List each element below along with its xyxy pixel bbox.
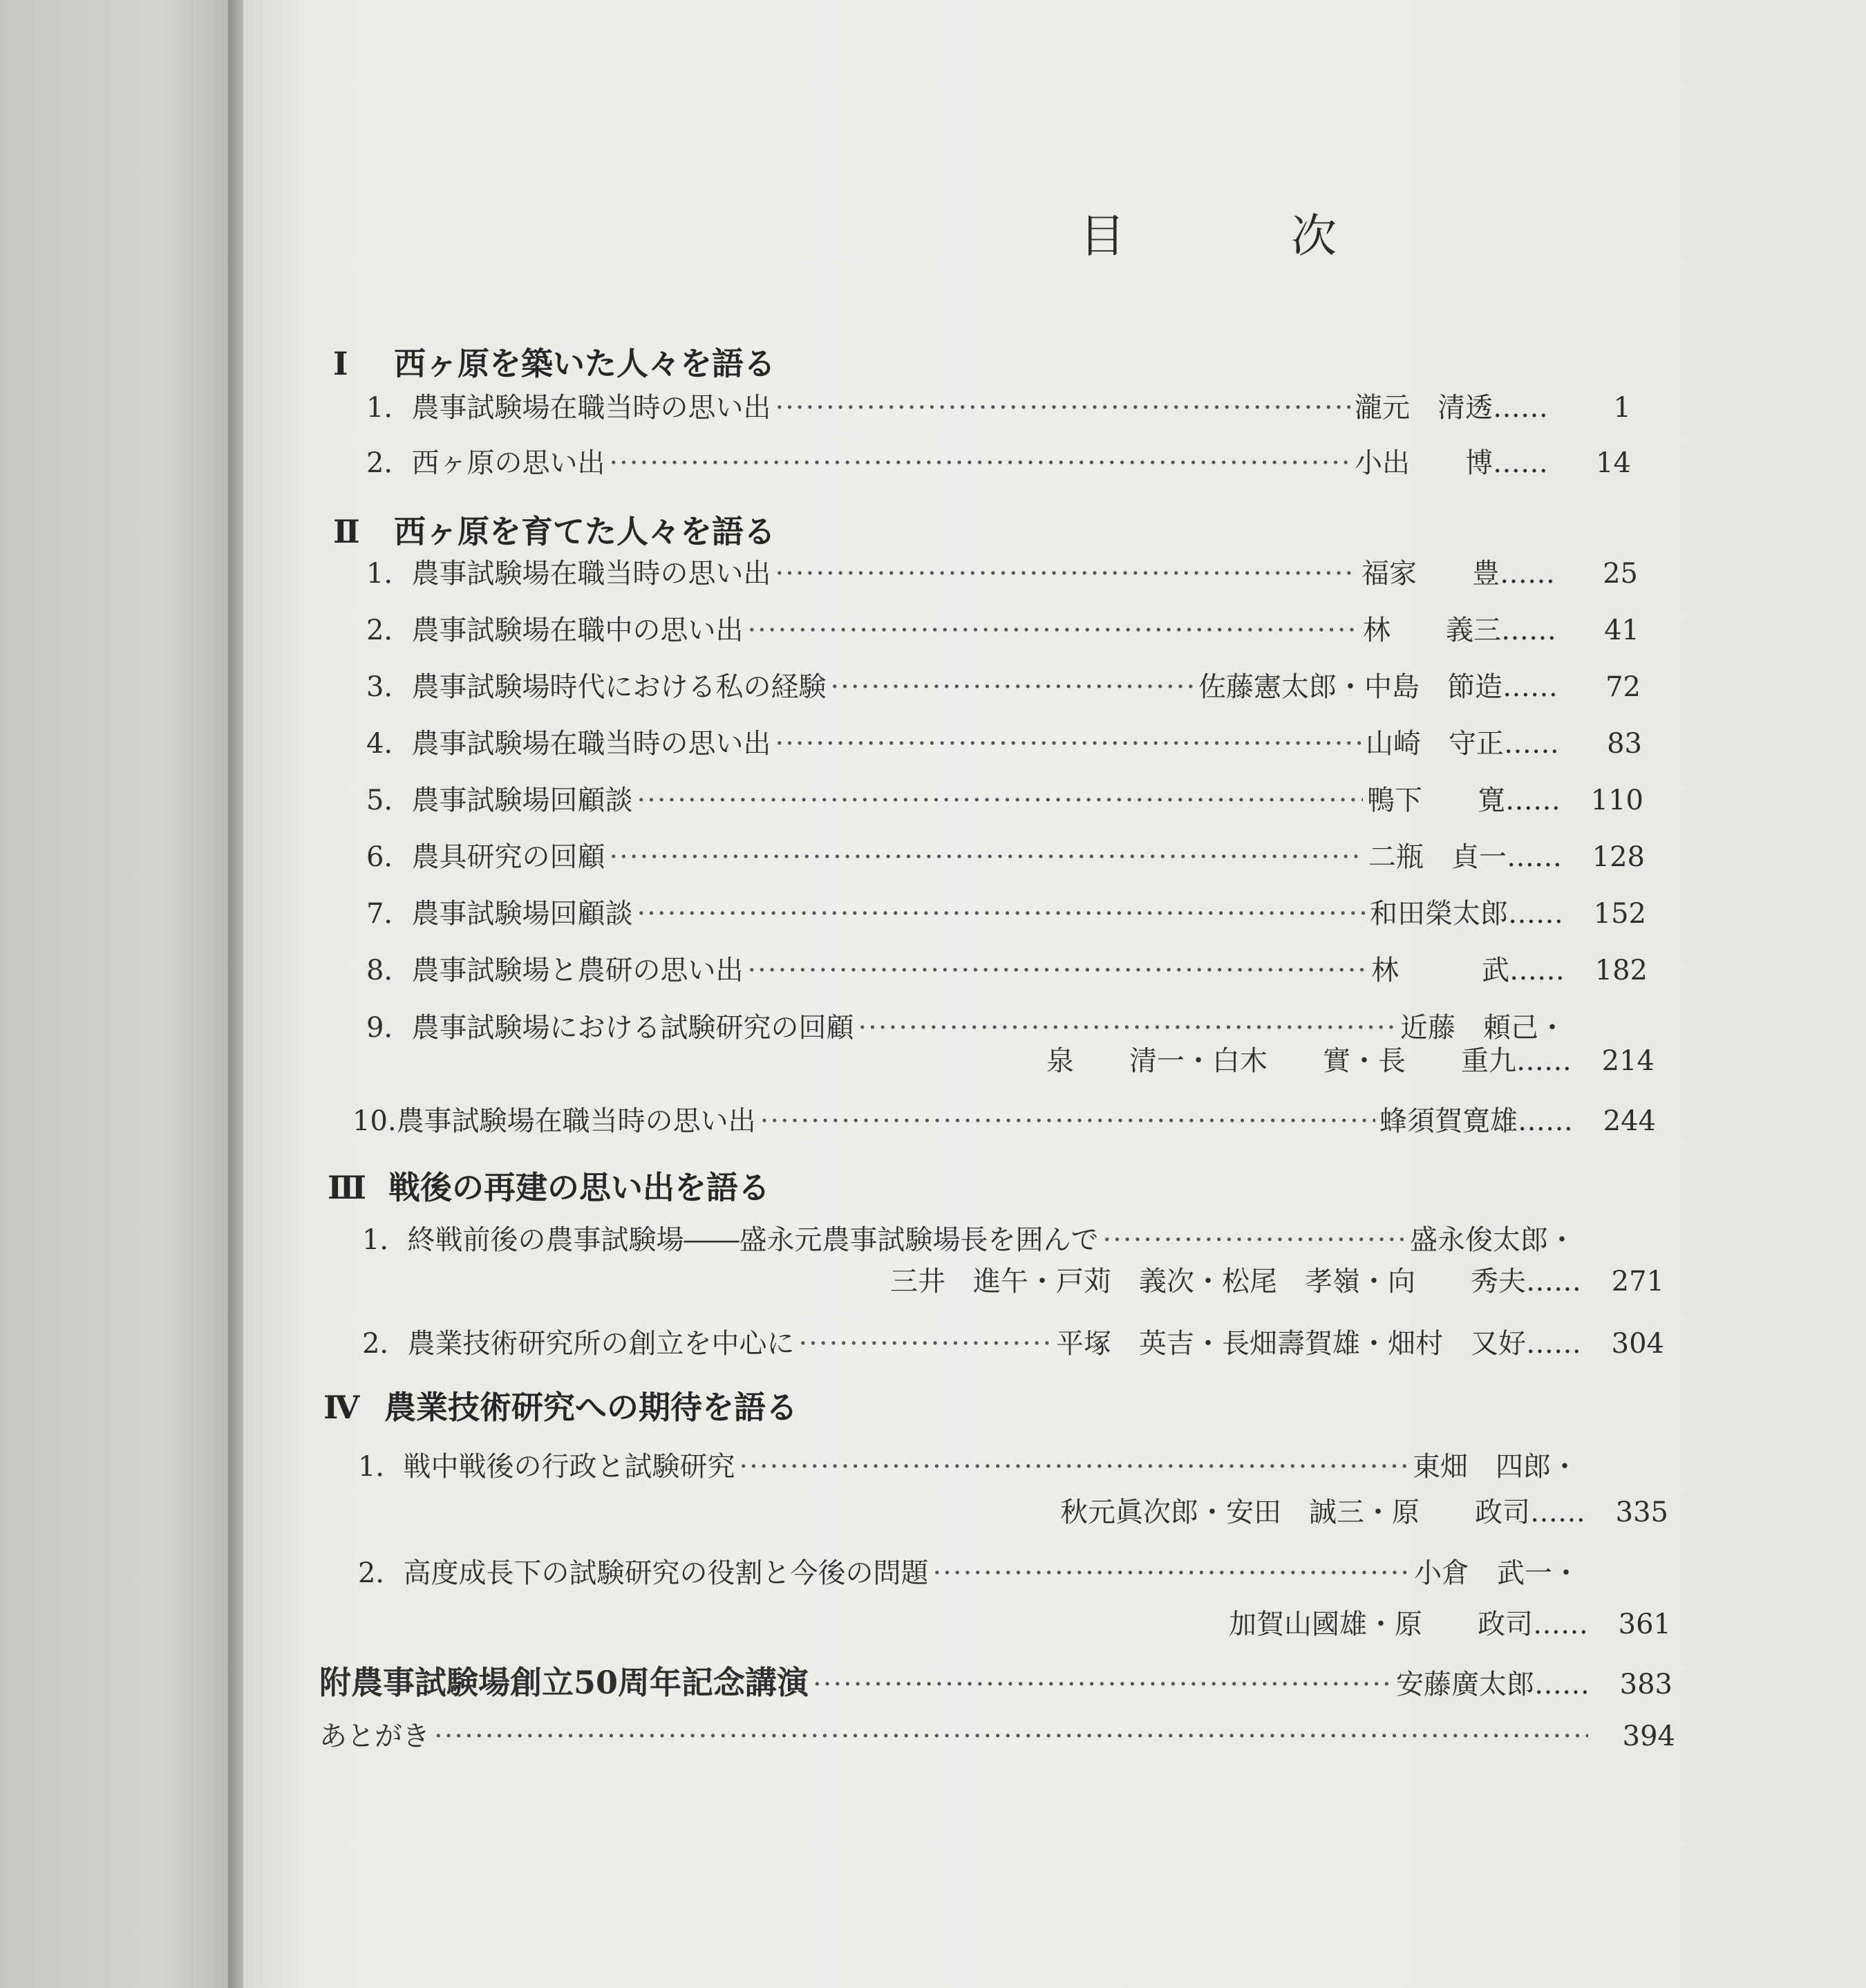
toc-entry-2-8[interactable]: 8． 農事試験場と農研の思い出 ····· 林 武…… 182	[366, 948, 1648, 988]
toc-entry-3-1-continuation: 三井 進午・戸苅 義次・松尾 孝嶺・向 秀夫…… 271	[890, 1266, 1664, 1297]
toc-entry-2-4[interactable]: 4． 農事試験場在職当時の思い出 ····· 山崎 守正…… 83	[366, 722, 1642, 761]
section-2-heading: Ⅱ 西ヶ原を育てた人々を語る	[333, 513, 775, 550]
section-3-heading: Ⅲ 戦後の再建の思い出を語る	[328, 1169, 770, 1206]
leader-dots	[747, 955, 1367, 986]
book-gutter	[228, 0, 243, 1988]
toc-entry-2-7[interactable]: 7． 農事試験場回顧談 ····· 和田榮太郎…… 152	[366, 892, 1646, 931]
toc-heading-char-2: 次	[1291, 209, 1337, 263]
leader-dots	[760, 1105, 1375, 1137]
toc-heading	[1080, 199, 1337, 265]
page-number: 304	[1611, 1328, 1664, 1360]
leader-dots	[798, 1328, 1052, 1360]
toc-appendix[interactable]: 附 農事試験場創立50周年記念講演 ····· 安藤廣太郎…… 383	[319, 1658, 1672, 1703]
page-number: 72	[1605, 671, 1641, 703]
leader-dots	[775, 558, 1357, 590]
leader-dots	[830, 671, 1194, 703]
section-1-heading: Ⅰ 西ヶ原を築いた人々を語る	[333, 345, 775, 382]
page-number: 152	[1593, 898, 1646, 930]
leader-dots	[775, 392, 1350, 424]
page-number: 244	[1603, 1105, 1656, 1137]
toc-entry-3-1[interactable]: 1． 終戦前後の農事試験場――盛永元農事試験場長を囲んで ····· 盛永俊太郎・	[362, 1218, 1659, 1257]
leader-dots	[775, 728, 1361, 760]
leader-dots	[747, 615, 1359, 646]
leader-dots	[932, 1557, 1410, 1589]
page-number: 128	[1592, 841, 1645, 873]
leader-dots	[813, 1669, 1392, 1700]
toc-entry-4-2-continuation: 加賀山國雄・原 政司…… 361	[1229, 1609, 1671, 1640]
leader-dots	[609, 447, 1350, 479]
page-number: 1	[1613, 392, 1631, 424]
leader-dots	[637, 785, 1363, 816]
page-number: 383	[1619, 1669, 1672, 1700]
page-number: 271	[1611, 1266, 1664, 1297]
page-number: 25	[1603, 558, 1638, 590]
page-number: 41	[1604, 615, 1639, 646]
toc-entry-2-2[interactable]: 2． 農事試験場在職中の思い出 ····· 林 義三…… 41	[366, 608, 1639, 648]
leader-dots	[637, 898, 1366, 930]
page-number: 335	[1615, 1497, 1668, 1528]
page-number: 361	[1618, 1609, 1671, 1640]
toc-entry-2-1[interactable]: 1． 農事試験場在職当時の思い出 ····· 福家 豊…… 25	[366, 552, 1638, 591]
page-number: 394	[1622, 1720, 1675, 1752]
page-number: 14	[1596, 447, 1631, 479]
toc-entry-2-9[interactable]: 9． 農事試験場における試験研究の回顧 ····· 近藤 頼己・	[366, 1006, 1649, 1045]
toc-entry-4-1-continuation: 秋元眞次郎・安田 誠三・原 政司…… 335	[1060, 1497, 1668, 1528]
leader-dots	[609, 841, 1364, 873]
page-number: 214	[1601, 1045, 1655, 1077]
toc-entry-1-2[interactable]: 2． 西ヶ原の思い出 ····· 小出 博…… 14	[366, 441, 1631, 480]
toc-entry-1-1[interactable]: 1． 農事試験場在職当時の思い出 ····· 瀧元 清透…… 1	[366, 386, 1631, 425]
toc-entry-2-9-continuation: 泉 清一・白木 實・長 重九…… 214	[1046, 1045, 1655, 1077]
toc-entry-2-5[interactable]: 5． 農事試験場回顧談 ····· 鴨下 寛…… 110	[366, 778, 1643, 818]
leader-dots	[434, 1720, 1588, 1752]
page-number: 182	[1594, 955, 1648, 986]
toc-entry-2-6[interactable]: 6． 農具研究の回顧 ····· 二瓶 貞一…… 128	[366, 835, 1645, 874]
leader-dots	[1102, 1224, 1406, 1256]
toc-entry-2-10[interactable]: 10. 農事試験場在職当時の思い出 ····· 蜂須賀寛雄…… 244	[352, 1099, 1656, 1138]
page-number: 83	[1607, 728, 1642, 760]
toc-entry-4-1[interactable]: 1． 戦中戦後の行政と試験研究 ····· 東畑 四郎・	[358, 1445, 1661, 1484]
toc-heading-char-1: 目	[1080, 209, 1125, 263]
leader-dots	[739, 1451, 1408, 1483]
page-number: 110	[1590, 785, 1643, 816]
toc-page	[243, 0, 1866, 1988]
toc-entry-4-2[interactable]: 2． 高度成長下の試験研究の役割と今後の問題 ····· 小倉 武一・	[358, 1551, 1663, 1591]
facing-page	[0, 0, 228, 1988]
toc-entry-2-3[interactable]: 3． 農事試験場時代における私の経験 ····· 佐藤憲太郎・中島 節造…… 72	[366, 665, 1641, 704]
toc-entry-3-2[interactable]: 2． 農業技術研究所の創立を中心に ····· 平塚 英吉・長畑壽賀雄・畑村 又好…… 304	[362, 1322, 1664, 1361]
toc-afterword[interactable]: あとがき ····· 394	[319, 1714, 1675, 1754]
section-4-heading: Ⅳ 農業技術研究への期待を語る	[323, 1389, 798, 1426]
